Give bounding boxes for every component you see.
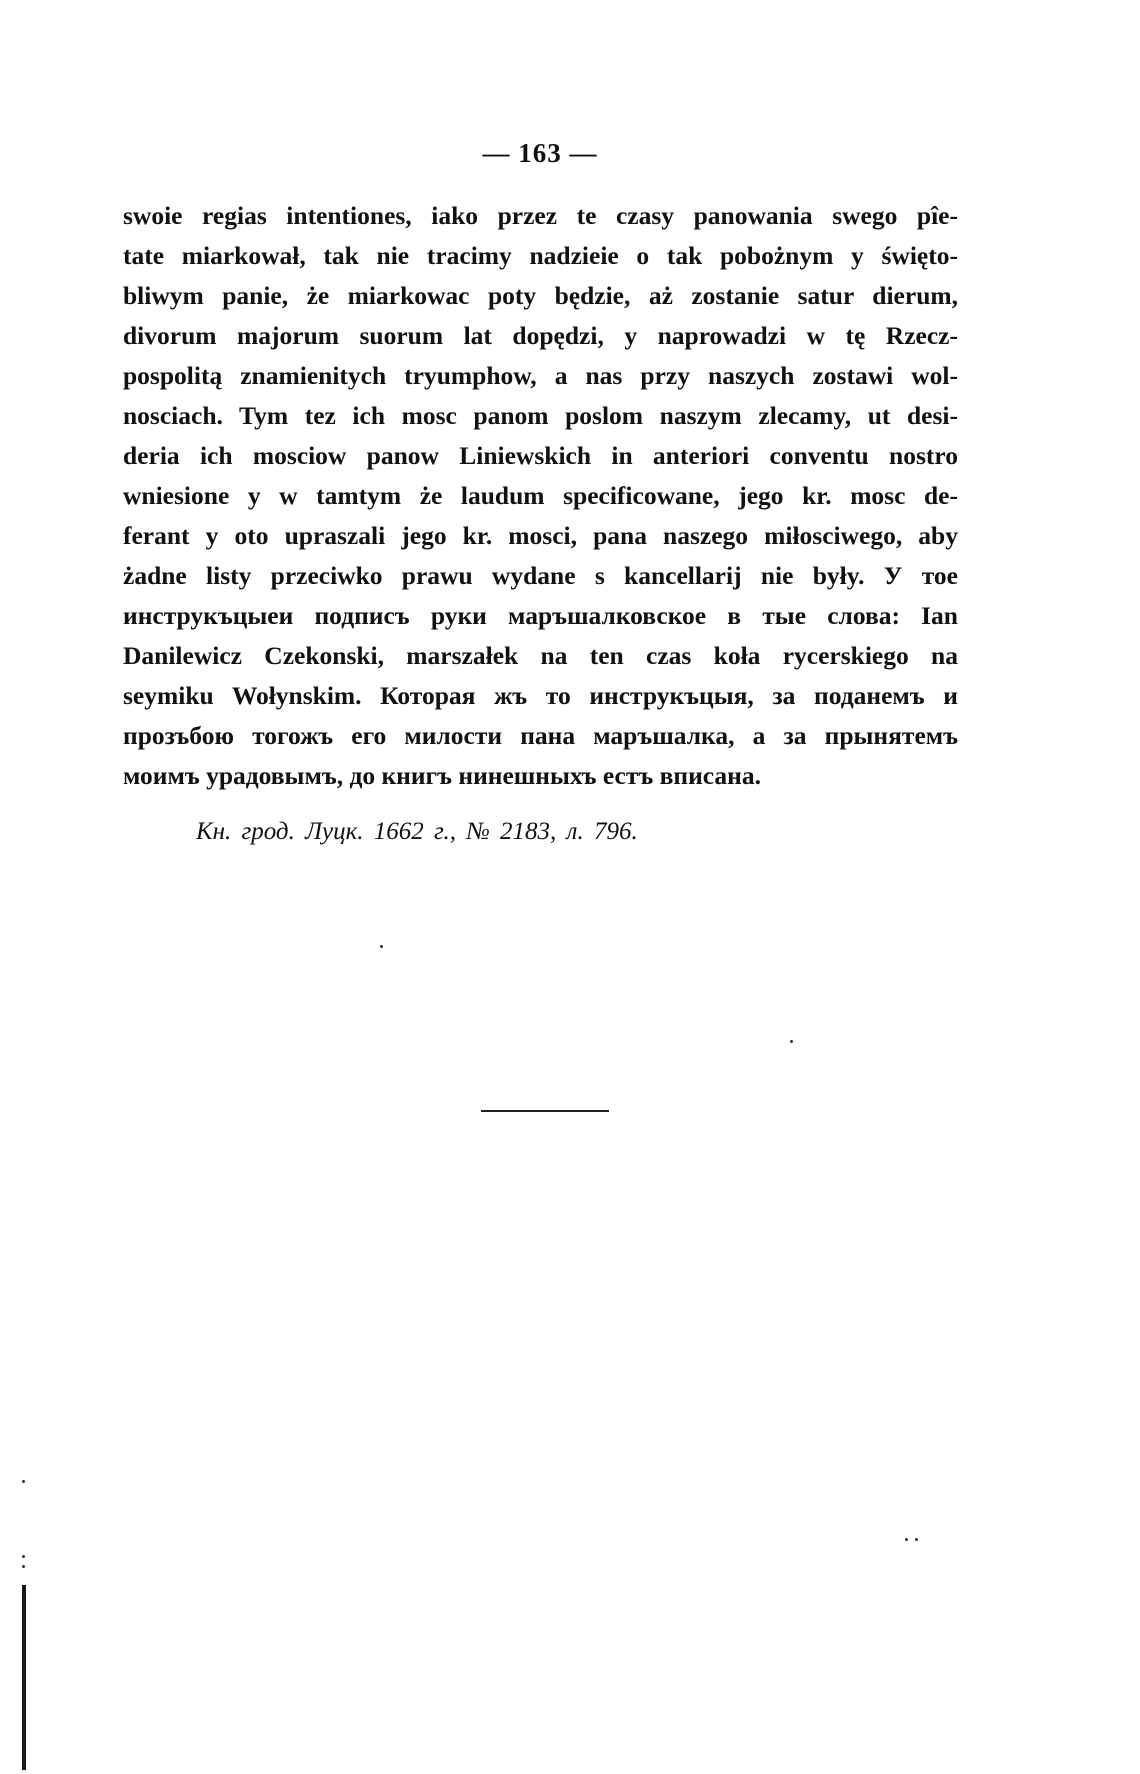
scan-speck (380, 945, 383, 948)
text-line: моимъ урадовымъ, до книгъ нинешныхъ естъ вписана. (123, 761, 761, 790)
text-line: swoie regias intentiones, iako przez te czasy panowania swego pîe- (123, 201, 958, 230)
text-line: nosciach. Tym tez ich mosc panom poslom naszym zlecamy, ut desi- (123, 401, 958, 430)
text-line: прозъбою тогожъ его милости пана маръшалка, а за прынятемъ (123, 721, 958, 750)
body-text (123, 196, 958, 796)
text-line: инструкъцыеи подписъ руки маръшалковское в тые слова: Ian (123, 601, 958, 630)
page-number: — 163 — (482, 138, 598, 168)
scan-speck (905, 1538, 908, 1541)
text-line: seymiku Wołynskim. Которая жъ то инструкъцыя, за поданемъ и (123, 681, 958, 710)
text-line: wniesione y w tamtym że laudum specificowane, jego kr. mosc de- (123, 481, 958, 510)
text-line: deria ich mosciow panow Liniewskich in anteriori conventu nostro (123, 441, 958, 470)
text-line: ferant y oto upraszali jego kr. mosci, pana naszego miłosciwego, aby (123, 521, 958, 550)
scan-speck (22, 1480, 25, 1483)
text-line: Danilewicz Czekonski, marszałek na ten czas koła rycerskiego na (123, 641, 958, 670)
text-line: divorum majorum suorum lat dopędzi, y naprowadzi w tę Rzecz- (123, 321, 958, 350)
text-line: tate miarkował, tak nie tracimy nadzieie o tak pobożnym y święto- (123, 241, 958, 270)
text-line: żadne listy przeciwko prawu wydane s kancellarij nie były. У тое (123, 561, 958, 590)
section-divider (481, 1110, 609, 1112)
scan-speck (915, 1538, 918, 1541)
scan-edge-mark (22, 1585, 26, 1770)
scan-speck (22, 1565, 25, 1568)
scan-speck (790, 1040, 793, 1043)
source-citation: Кн. грод. Луцк. 1662 г., № 2183, л. 796. (196, 818, 638, 845)
text-line: pospolitą znamienitych tryumphow, a nas przy naszych zostawi wol- (123, 361, 958, 390)
scan-speck (22, 1555, 25, 1558)
text-line: bliwym panie, że miarkowac poty będzie, aż zostanie satur dierum, (123, 281, 958, 310)
